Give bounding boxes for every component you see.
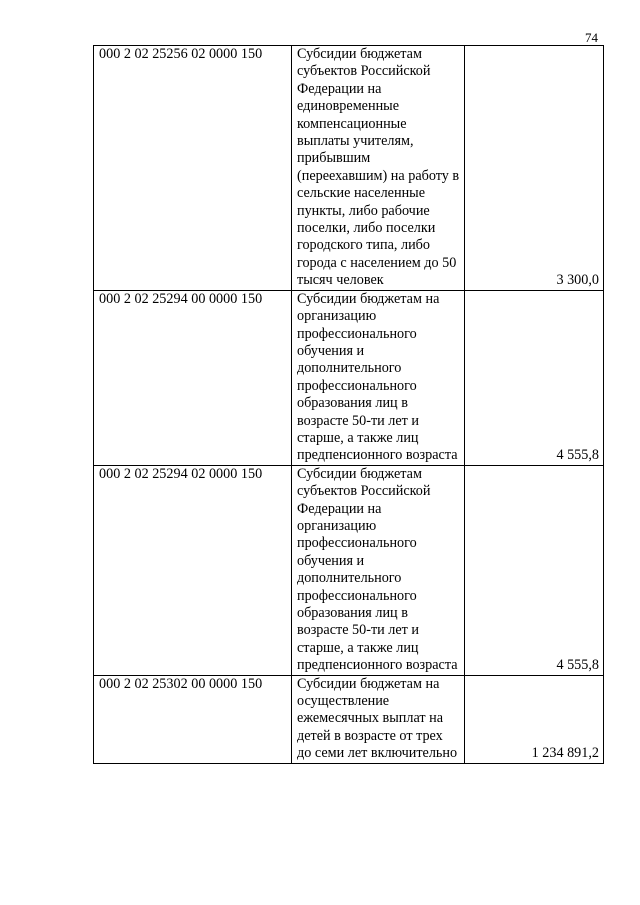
table-row	[94, 465, 604, 675]
budget-code: 000 2 02 25294 02 0000 150	[94, 465, 292, 675]
budget-code: 000 2 02 25256 02 0000 150	[94, 46, 292, 291]
table-row	[94, 46, 604, 291]
budget-table	[93, 45, 604, 764]
row-description: Субсидии бюджетам на осуществление ежемесячных выплат на детей в возрасте от трех до семи лет включительно	[292, 675, 465, 763]
row-amount: 4 555,8	[465, 290, 604, 465]
row-amount: 4 555,8	[465, 465, 604, 675]
page-number: 74	[585, 30, 598, 45]
row-description: Субсидии бюджетам на организацию профессионального обучения и дополнительного профессионального образования лиц в возрасте 50-ти лет и старше, а также лиц предпенсионного возраста	[292, 290, 465, 465]
table-row	[94, 290, 604, 465]
row-description: Субсидии бюджетам субъектов Российской Федерации на единовременные компенсационные выплаты учителям, прибывшим (переехавшим) на работу в сельские населенные пункты, либо рабочие поселки, либо поселки городского типа, либо города с населением до 50 тысяч человек	[292, 46, 465, 291]
row-amount: 1 234 891,2	[465, 675, 604, 763]
row-amount: 3 300,0	[465, 46, 604, 291]
budget-code: 000 2 02 25294 00 0000 150	[94, 290, 292, 465]
budget-code: 000 2 02 25302 00 0000 150	[94, 675, 292, 763]
row-description: Субсидии бюджетам субъектов Российской Федерации на организацию профессионального обучения и дополнительного профессионального образования лиц в возрасте 50-ти лет и старше, а также лиц предпенсионного возраста	[292, 465, 465, 675]
table-row	[94, 675, 604, 763]
